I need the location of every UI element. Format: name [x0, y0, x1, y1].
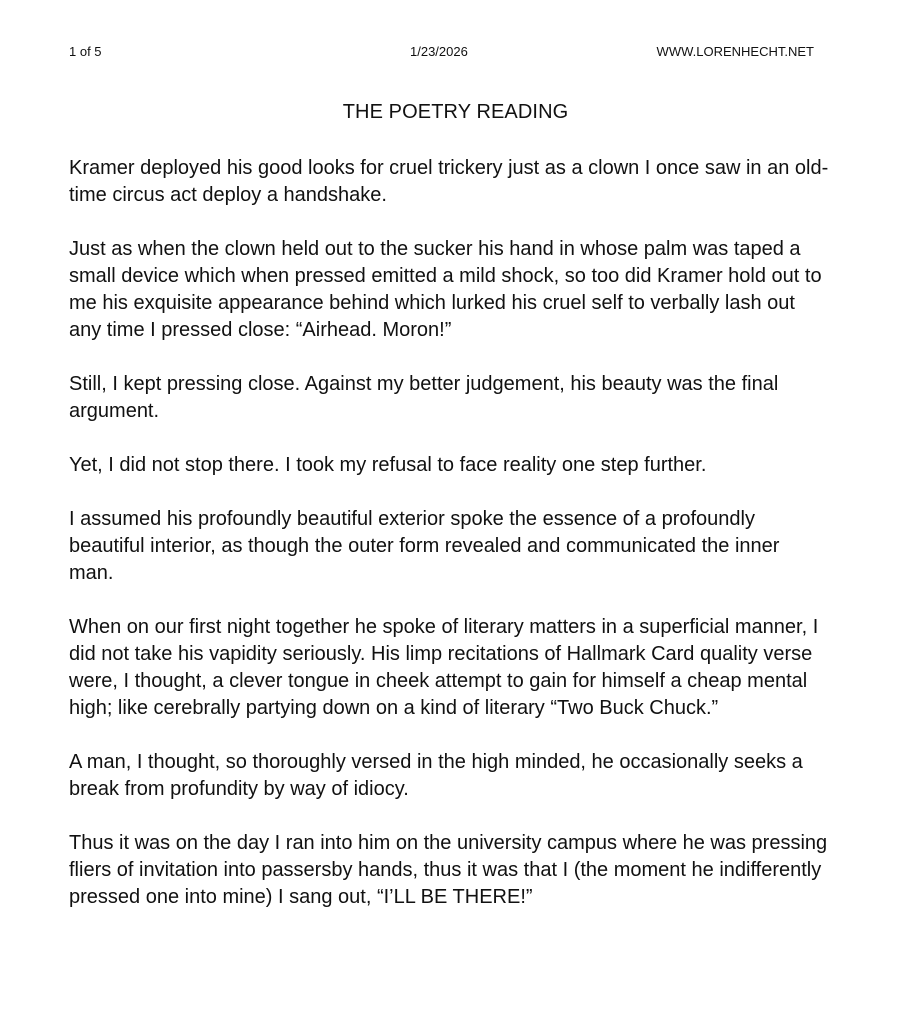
paragraph: Still, I kept pressing close. Against my better judgement, his beauty was the final argument. — [69, 373, 779, 422]
paragraph: Yet, I did not stop there. I took my refusal to face reality one step further. — [69, 454, 707, 476]
paragraph: A man, I thought, so thoroughly versed in the high minded, he occasionally seeks a break from profundity by way of idiocy. — [69, 751, 803, 800]
page-header — [69, 44, 814, 62]
document-title: THE POETRY READING — [342, 101, 569, 123]
print-date: 1/23/2026 — [410, 44, 468, 59]
paragraph: When on our first night together he spoke of literary matters in a superficial manner, I did not take his vapidity seriously. His limp recitations of Hallmark Card quality verse were, I thought, a clever tongue in cheek attempt to gain for himself a cheap mental high; like cerebrally partying down on a kind of literary “Two Buck Chuck.” — [69, 616, 819, 719]
paragraph: Kramer deployed his good looks for cruel trickery just as a clown I once saw in an old-time circus act deploy a handshake. — [69, 157, 829, 206]
website-url: WWW.LORENHECHT.NET — [656, 44, 814, 59]
paragraph: Just as when the clown held out to the sucker his hand in whose palm was taped a small device which when pressed emitted a mild shock, so too did Kramer hold out to me his exquisite appearance behind which lurked his cruel self to verbally lash out any time I pressed close: “Airhead. Moron!” — [69, 238, 822, 341]
paragraph: Thus it was on the day I ran into him on the university campus where he was pressing fliers of invitation into passersby hands, thus it was that I (the moment he indifferently pressed one into mine) I sang out, “I’LL BE THERE!” — [69, 832, 828, 908]
paragraph: I assumed his profoundly beautiful exterior spoke the essence of a profoundly beautiful interior, as though the outer form revealed and communicated the inner man. — [69, 508, 780, 584]
document-body — [69, 155, 829, 938]
page-number: 1 of 5 — [69, 44, 102, 59]
